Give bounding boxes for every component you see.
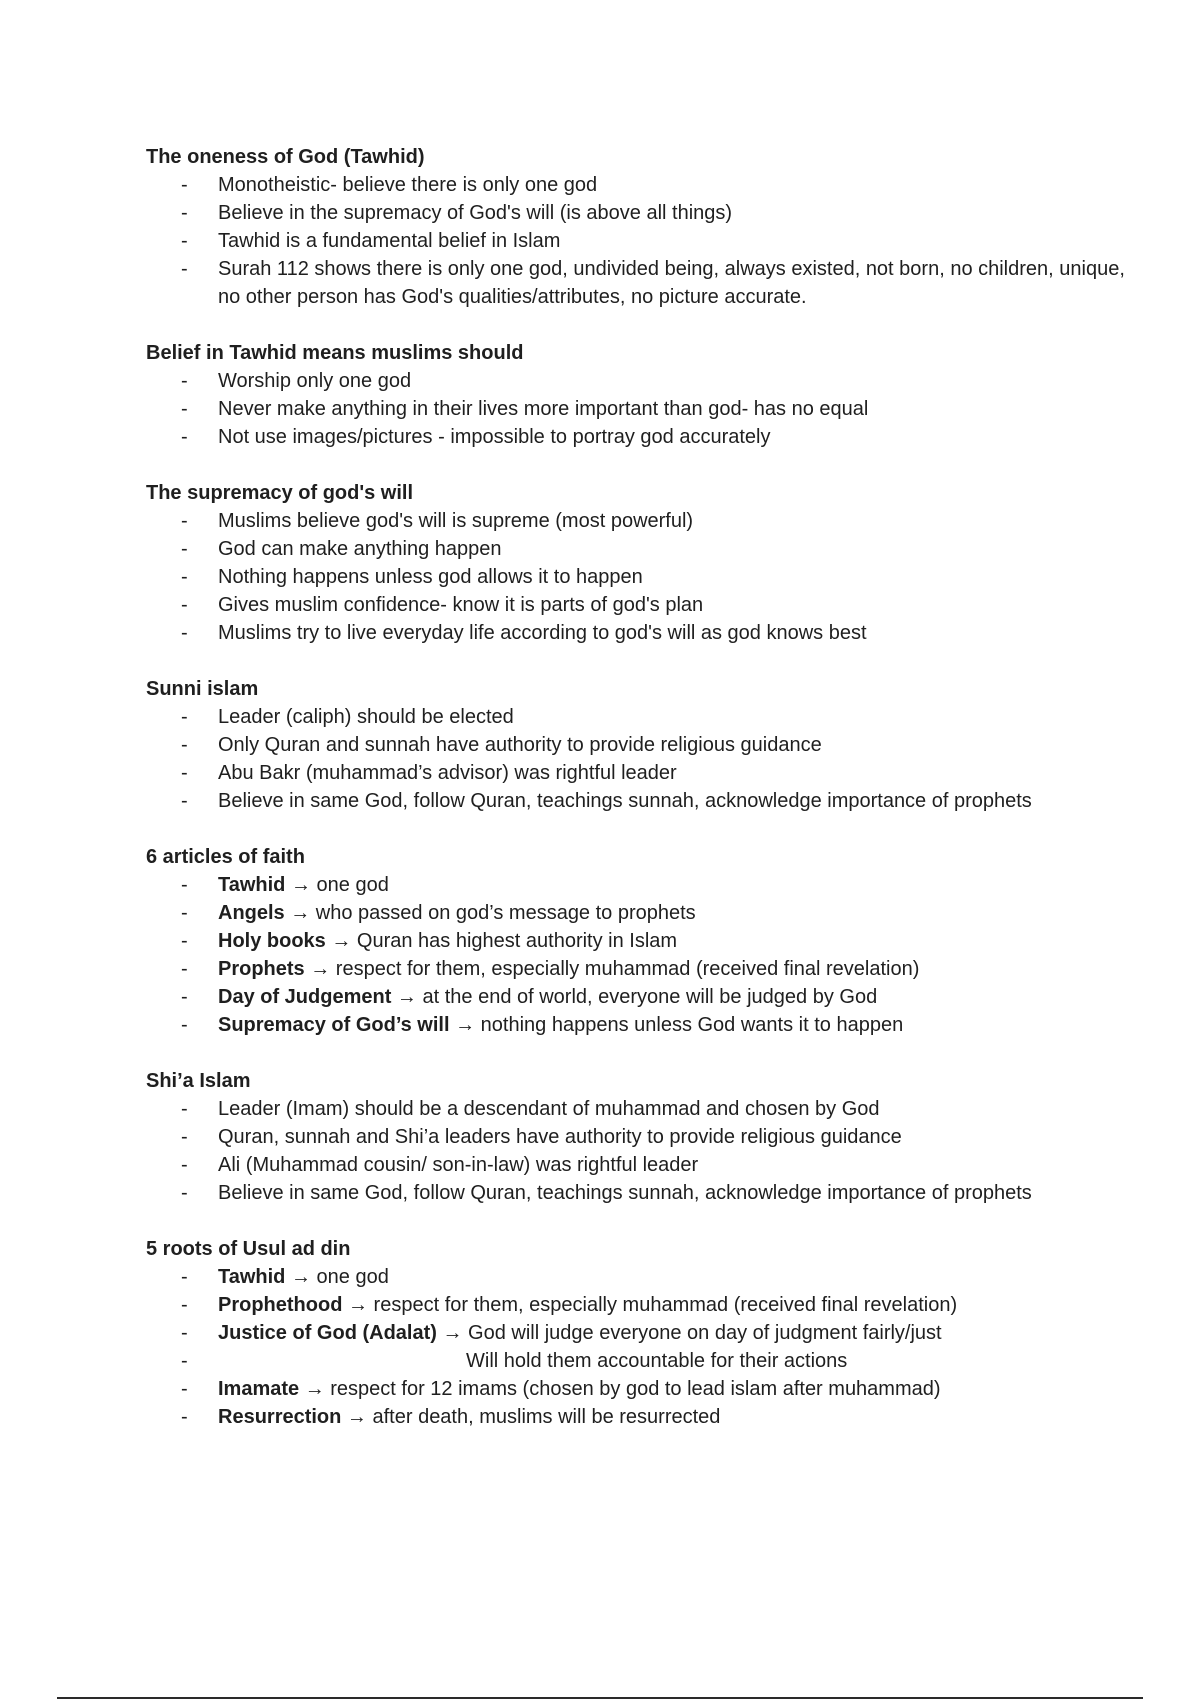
list-item xyxy=(146,759,1146,787)
bullet-dash: - xyxy=(181,958,188,980)
item-text: Nothing happens unless god allows it to happen xyxy=(218,566,643,588)
item-text: → one god xyxy=(285,874,389,896)
list-item xyxy=(146,619,1146,647)
item-term: Prophets xyxy=(218,958,305,980)
item-term: Justice of God (Adalat) xyxy=(218,1322,437,1344)
bullet-dash: - xyxy=(181,510,188,532)
list-item xyxy=(146,227,1146,255)
list-item xyxy=(146,787,1146,815)
bullet-dash: - xyxy=(181,1350,188,1372)
list-item xyxy=(146,1179,1146,1207)
item-term: Angels xyxy=(218,902,285,924)
item-term: Tawhid xyxy=(218,874,286,896)
item-term: Holy books xyxy=(218,930,326,952)
bullet-dash: - xyxy=(181,874,188,896)
section-heading: Sunni islam xyxy=(146,678,259,700)
list-item xyxy=(146,535,1146,563)
item-text: Gives muslim confidence- know it is parts of god's plan xyxy=(218,594,704,616)
section-sunni-islam xyxy=(146,675,1146,815)
bullet-dash: - xyxy=(181,258,188,280)
list-item xyxy=(146,927,1146,955)
list-item xyxy=(146,1123,1146,1151)
item-text: Tawhid is a fundamental belief in Islam xyxy=(218,230,561,252)
list-item xyxy=(146,591,1146,619)
bullet-dash: - xyxy=(181,930,188,952)
item-text: Not use images/pictures - impossible to portray god accurately xyxy=(218,426,771,448)
item-text: → respect for 12 imams (chosen by god to lead islam after muhammad) xyxy=(299,1378,941,1400)
section-supremacy-of-gods-will xyxy=(146,479,1146,647)
item-text: → Quran has highest authority in Islam xyxy=(325,930,678,952)
section-heading: The supremacy of god's will xyxy=(146,482,414,504)
section-heading: The oneness of God (Tawhid) xyxy=(146,146,425,168)
bullet-dash: - xyxy=(181,706,188,728)
item-text: → respect for them, especially muhammad (received final revelation) xyxy=(342,1294,958,1316)
bullet-dash: - xyxy=(181,1182,188,1204)
item-text: → God will judge everyone on day of judgment fairly/just xyxy=(436,1322,942,1344)
item-text: → after death, muslims will be resurrected xyxy=(341,1406,721,1428)
bullet-dash: - xyxy=(181,230,188,252)
item-text: Never make anything in their lives more important than god- has no equal xyxy=(218,398,869,420)
bullet-list xyxy=(146,367,1146,451)
item-text: Only Quran and sunnah have authority to provide religious guidance xyxy=(218,734,822,756)
item-text: Believe in the supremacy of God's will (is above all things) xyxy=(218,202,733,224)
list-item xyxy=(146,1011,1146,1039)
bullet-dash: - xyxy=(181,1322,188,1344)
list-item xyxy=(146,983,1146,1011)
item-text: Ali (Muhammad cousin/ son-in-law) was rightful leader xyxy=(218,1154,699,1176)
notes-page xyxy=(146,143,1146,1459)
bullet-dash: - xyxy=(181,398,188,420)
item-text: Believe in same God, follow Quran, teachings sunnah, acknowledge importance of prophets xyxy=(218,790,1032,812)
item-term: Prophethood xyxy=(218,1294,343,1316)
bullet-dash: - xyxy=(181,1014,188,1036)
item-text: Believe in same God, follow Quran, teachings sunnah, acknowledge importance of prophets xyxy=(218,1182,1032,1204)
list-item xyxy=(146,199,1146,227)
list-item xyxy=(146,171,1146,199)
bullet-dash: - xyxy=(181,622,188,644)
list-item xyxy=(146,395,1146,423)
bullet-dash: - xyxy=(181,1098,188,1120)
list-item xyxy=(146,899,1146,927)
item-text: Monotheistic- believe there is only one god xyxy=(218,174,598,196)
item-text: Muslims try to live everyday life according to god's will as god knows best xyxy=(218,622,867,644)
list-item xyxy=(146,703,1146,731)
bullet-dash: - xyxy=(181,594,188,616)
list-item xyxy=(146,423,1146,451)
item-text: → one god xyxy=(285,1266,389,1288)
list-item xyxy=(146,1151,1146,1179)
bullet-list xyxy=(146,171,1146,311)
bullet-dash: - xyxy=(181,1378,188,1400)
section-oneness-of-god xyxy=(146,143,1146,311)
item-text: → at the end of world, everyone will be judged by God xyxy=(391,986,878,1008)
list-item xyxy=(146,871,1146,899)
bullet-dash: - xyxy=(181,790,188,812)
bullet-dash: - xyxy=(181,202,188,224)
bullet-dash: - xyxy=(181,734,188,756)
list-item xyxy=(146,1291,1146,1319)
list-item xyxy=(146,1375,1146,1403)
item-text: Worship only one god xyxy=(218,370,412,392)
item-term: Day of Judgement xyxy=(218,986,392,1008)
bullet-dash: - xyxy=(181,1294,188,1316)
section-heading: Belief in Tawhid means muslims should xyxy=(146,342,524,364)
list-item xyxy=(146,367,1146,395)
list-item xyxy=(146,731,1146,759)
bullet-list xyxy=(146,871,1146,1039)
section-heading: 5 roots of Usul ad din xyxy=(146,1238,351,1260)
item-term: Imamate xyxy=(218,1378,300,1400)
list-item xyxy=(146,563,1146,591)
section-heading: 6 articles of faith xyxy=(146,846,305,868)
section-belief-in-tawhid xyxy=(146,339,1146,451)
section-usul-ad-din xyxy=(146,1235,1146,1431)
bullet-dash: - xyxy=(181,426,188,448)
bullet-dash: - xyxy=(181,986,188,1008)
bullet-dash: - xyxy=(181,1266,188,1288)
bullet-dash: - xyxy=(181,370,188,392)
list-item xyxy=(146,1319,1146,1347)
item-text-continuation: Will hold them accountable for their actions xyxy=(466,1350,848,1372)
section-shia-islam xyxy=(146,1067,1146,1207)
item-text: Abu Bakr (muhammad’s advisor) was rightful leader xyxy=(218,762,677,784)
item-term: Tawhid xyxy=(218,1266,286,1288)
bullet-dash: - xyxy=(181,1126,188,1148)
list-item xyxy=(146,955,1146,983)
item-text: → respect for them, especially muhammad (received final revelation) xyxy=(304,958,920,980)
bullet-dash: - xyxy=(181,902,188,924)
bullet-dash: - xyxy=(181,1154,188,1176)
list-item xyxy=(146,1263,1146,1291)
bullet-dash: - xyxy=(181,1406,188,1428)
item-text: Quran, sunnah and Shi’a leaders have authority to provide religious guidance xyxy=(218,1126,902,1148)
bullet-list xyxy=(146,1263,1146,1431)
list-item xyxy=(146,1095,1146,1123)
item-text: → nothing happens unless God wants it to happen xyxy=(449,1014,904,1036)
item-term: Resurrection xyxy=(218,1406,342,1428)
item-term: Supremacy of God’s will xyxy=(218,1014,450,1036)
page-bottom-divider xyxy=(57,1697,1143,1699)
bullet-dash: - xyxy=(181,762,188,784)
list-item xyxy=(146,255,1146,311)
item-text: Leader (Imam) should be a descendant of muhammad and chosen by God xyxy=(218,1098,880,1120)
section-six-articles-of-faith xyxy=(146,843,1146,1039)
list-item xyxy=(146,1403,1146,1431)
item-text: Leader (caliph) should be elected xyxy=(218,706,514,728)
bullet-list xyxy=(146,703,1146,815)
bullet-dash: - xyxy=(181,174,188,196)
bullet-dash: - xyxy=(181,566,188,588)
bullet-list xyxy=(146,1095,1146,1207)
bullet-dash: - xyxy=(181,538,188,560)
bullet-list xyxy=(146,507,1146,647)
item-text: Muslims believe god's will is supreme (most powerful) xyxy=(218,510,694,532)
list-item xyxy=(146,1347,1146,1375)
item-text: Surah 112 shows there is only one god, undivided being, always existed, not born, no children, unique, no other person has God's qualities/attributes, no picture accurate. xyxy=(218,258,1125,308)
list-item xyxy=(146,507,1146,535)
section-heading: Shi’a Islam xyxy=(146,1070,251,1092)
item-text: → who passed on god’s message to prophets xyxy=(284,902,696,924)
item-text: God can make anything happen xyxy=(218,538,502,560)
